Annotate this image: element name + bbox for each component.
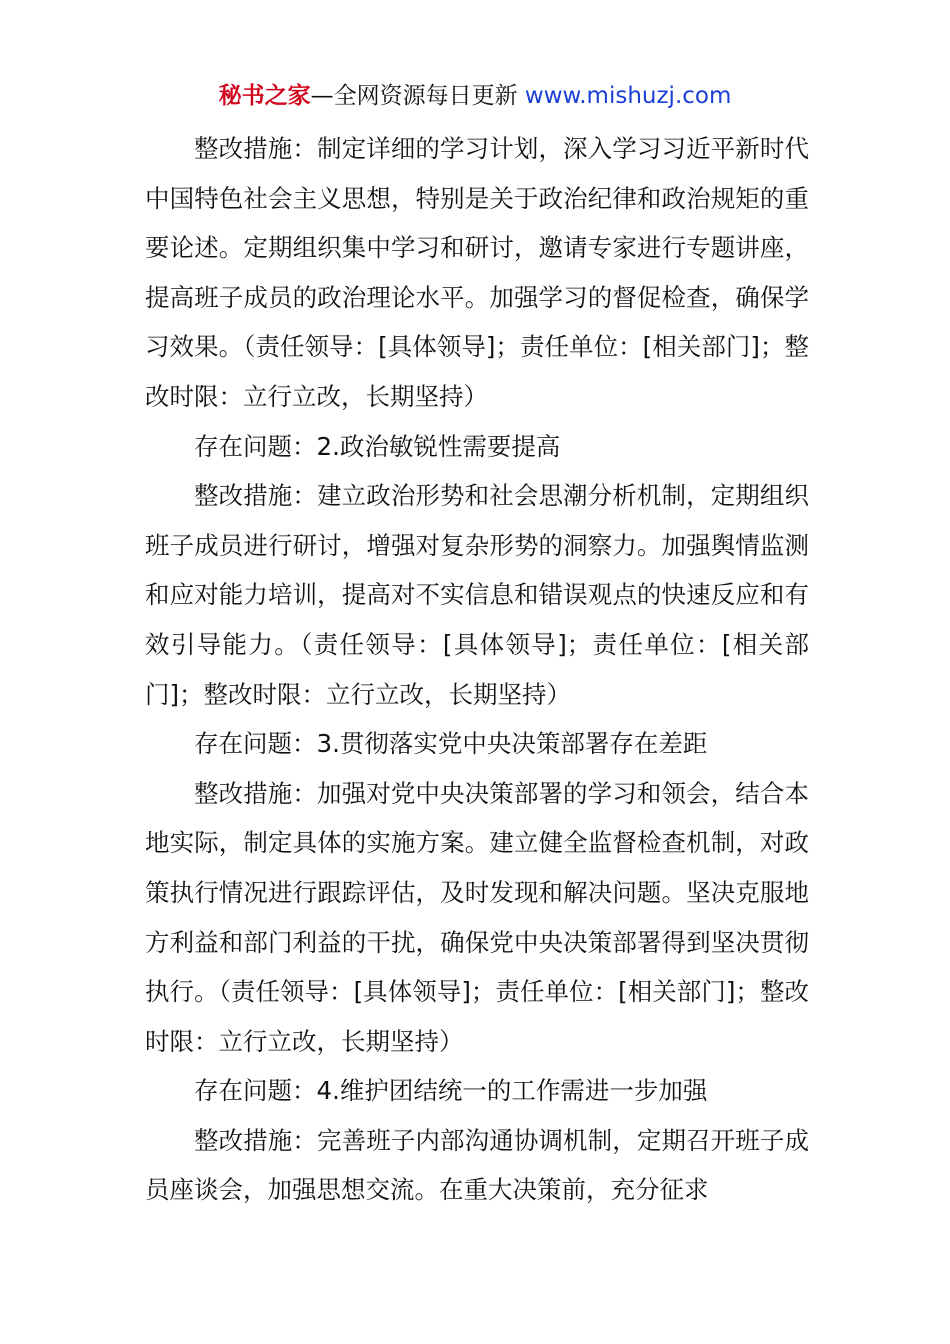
site-header	[0, 78, 950, 114]
site-url-link[interactable]: www.mishuzj.com	[524, 83, 732, 109]
paragraph-issue-3: 存在问题：3.贯彻落实党中央决策部署存在差距	[194, 729, 708, 759]
paragraph-issue-2: 存在问题：2.政治敏锐性需要提高	[194, 431, 561, 461]
document-body	[145, 124, 809, 1215]
header-tagline: —全网资源每日更新	[310, 83, 525, 109]
brand-name: 秘书之家	[218, 83, 311, 109]
paragraph-measure-2: 整改措施：建立政治形势和社会思潮分析机制，定期组织班子成员进行研讨，增强对复杂形势的洞察力。加强舆情监测和应对能力培训，提高对不实信息和错误观点的快速反应和有效引导能力。（责任领导：[具体领导]；责任单位：[相关部门]；整改时限：立行立改，长期坚持）	[145, 481, 809, 709]
paragraph-issue-4: 存在问题：4.维护团结统一的工作需进一步加强	[194, 1076, 708, 1106]
paragraph-measure-4: 整改措施：完善班子内部沟通协调机制，定期召开班子成员座谈会，加强思想交流。在重大决策前，充分征求	[145, 1125, 809, 1205]
paragraph-measure-3: 整改措施：加强对党中央决策部署的学习和领会，结合本地实际，制定具体的实施方案。建立健全监督检查机制，对政策执行情况进行跟踪评估，及时发现和解决问题。坚决克服地方利益和部门利益的干扰，确保党中央决策部署得到坚决贯彻执行。（责任领导：[具体领导]；责任单位：[相关部门]；整改时限：立行立改，长期坚持）	[145, 778, 809, 1056]
paragraph-measure-1: 整改措施：制定详细的学习计划，深入学习习近平新时代中国特色社会主义思想，特别是关于政治纪律和政治规矩的重要论述。定期组织集中学习和研讨，邀请专家进行专题讲座，提高班子成员的政治理论水平。加强学习的督促检查，确保学习效果。（责任领导：[具体领导]；责任单位：[相关部门]；整改时限：立行立改，长期坚持）	[145, 134, 809, 411]
